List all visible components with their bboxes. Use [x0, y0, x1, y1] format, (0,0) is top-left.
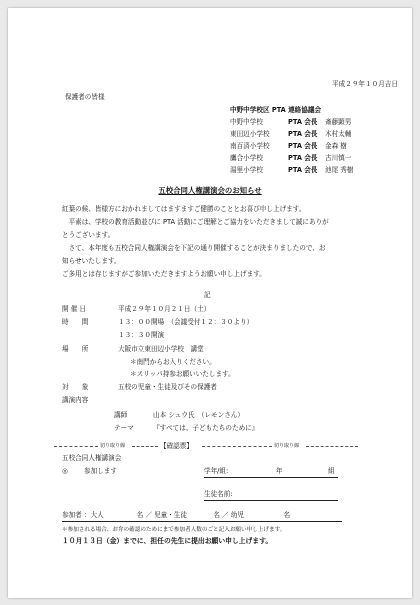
lecturer-label: 講師 [114, 411, 128, 419]
signatory-role: PTA 会長 [288, 142, 318, 150]
detail-value: 大阪市立東田辺小学校 講堂 [118, 345, 204, 353]
signatory-role: PTA 会長 [288, 118, 318, 126]
signatory-role: PTA 会長 [288, 154, 318, 162]
signatory-school: 南百済小学校 [230, 142, 270, 150]
signatory-school: 湯里小学校 [230, 166, 263, 174]
participants-underline [62, 521, 342, 522]
notice-title: 五校合同人権講演会のお知らせ [158, 186, 262, 195]
issue-date: 平成２９年１０月吉日 [332, 80, 398, 88]
detail-value: 五校の児童・生徒及びその保護者 [118, 383, 217, 391]
body-line: 紅葉の候、皆様方におかれましてはますますご健勝のこととお喜び申し上げます。 [62, 205, 306, 213]
dashed-line [132, 446, 158, 447]
detail-label: 場 所 [62, 345, 89, 353]
signatory-school: 東田辺小学校 [230, 130, 270, 138]
detail-value: １３：００開場 （会議受付１２：３０より） [118, 318, 254, 326]
theme-label: テーマ [114, 424, 134, 432]
participants-line: 参加者 ：大人 名 ／ 児童・生徒 名 ／ 幼児 名 [62, 511, 291, 519]
signatory-role: PTA 会長 [288, 130, 318, 138]
signatory-name: 金森 樹 [325, 142, 347, 150]
organization-name: 中野中学校区 PTA 連絡協議会 [230, 106, 322, 114]
grade-label: 学年/組: [204, 467, 229, 475]
reply-label: 【確認票】 [160, 442, 193, 450]
signatory-name: 斎藤顕男 [325, 118, 352, 126]
detail-value: 平成２９年１０月２１日（土） [118, 305, 211, 313]
lecturer-name: 山本 シュウ氏 （レモンさん） [153, 411, 244, 419]
detail-value: １３：３０開演 [118, 331, 165, 339]
body-line: さて、本年度も五校合同人権講演会を下記の通り開催することが決まりましたので、お [62, 244, 326, 252]
notice-page [8, 8, 412, 598]
class-label: 組 [328, 467, 335, 475]
year-label: 年 [276, 467, 283, 475]
recipient: 保護者の皆様 [65, 93, 105, 101]
signatory-name: 古川慎一 [325, 154, 352, 162]
signatory-role: PTA 会長 [288, 166, 318, 174]
cut-label: 切り取り線 [100, 443, 126, 449]
detail-note: ＊スリッパ持参お願いいたします。 [130, 370, 235, 378]
body-line: とうございます。 [62, 231, 115, 239]
attend-text: 参加します [84, 467, 117, 475]
detail-label: 対 象 [62, 383, 89, 391]
detail-note: ＊南門からお入りください。 [130, 358, 216, 366]
attend-mark: ◎ [62, 467, 68, 475]
signatory-name: 木村太輔 [325, 130, 352, 138]
notes: ＊参加される場合、お弁の確認のためにまで参加者人数のごと記入お願い申し上げます。 [62, 527, 286, 533]
ki-heading: 記 [204, 291, 211, 299]
grade-underline [204, 477, 338, 478]
form-title: 五校合同人権講演会 [62, 454, 122, 462]
lecture-heading: 講演内容 [62, 396, 89, 404]
body-line: 平素は、学校の教育活動並びに PTA 活動にご理解とご協力をいただきまして誠にありが [62, 218, 329, 226]
deadline: １０月１３日（金）までに、担任の先生に提出お願い申し上げます。 [62, 537, 273, 545]
dashed-line [54, 446, 98, 447]
signatory-name: 池尾 秀樹 [325, 166, 354, 174]
signatory-school: 中野中学校 [230, 118, 263, 126]
student-underline [204, 500, 338, 501]
detail-label: 開 催 日 [62, 305, 86, 313]
student-label: 生徒名前: [204, 490, 233, 498]
theme-text: 『すべては、子どもたちのために』 [153, 424, 259, 432]
body-line: ご多用とは存じますがご参加いただきますようお願い申し上げます。 [62, 270, 266, 278]
detail-label: 時 間 [62, 318, 89, 326]
signatory-school: 鷹合小学校 [230, 154, 263, 162]
cut-label: 切り取り線 [274, 443, 300, 449]
body-line: 知らせいたします。 [62, 257, 121, 265]
dashed-line [202, 446, 272, 447]
dashed-line [306, 446, 358, 447]
